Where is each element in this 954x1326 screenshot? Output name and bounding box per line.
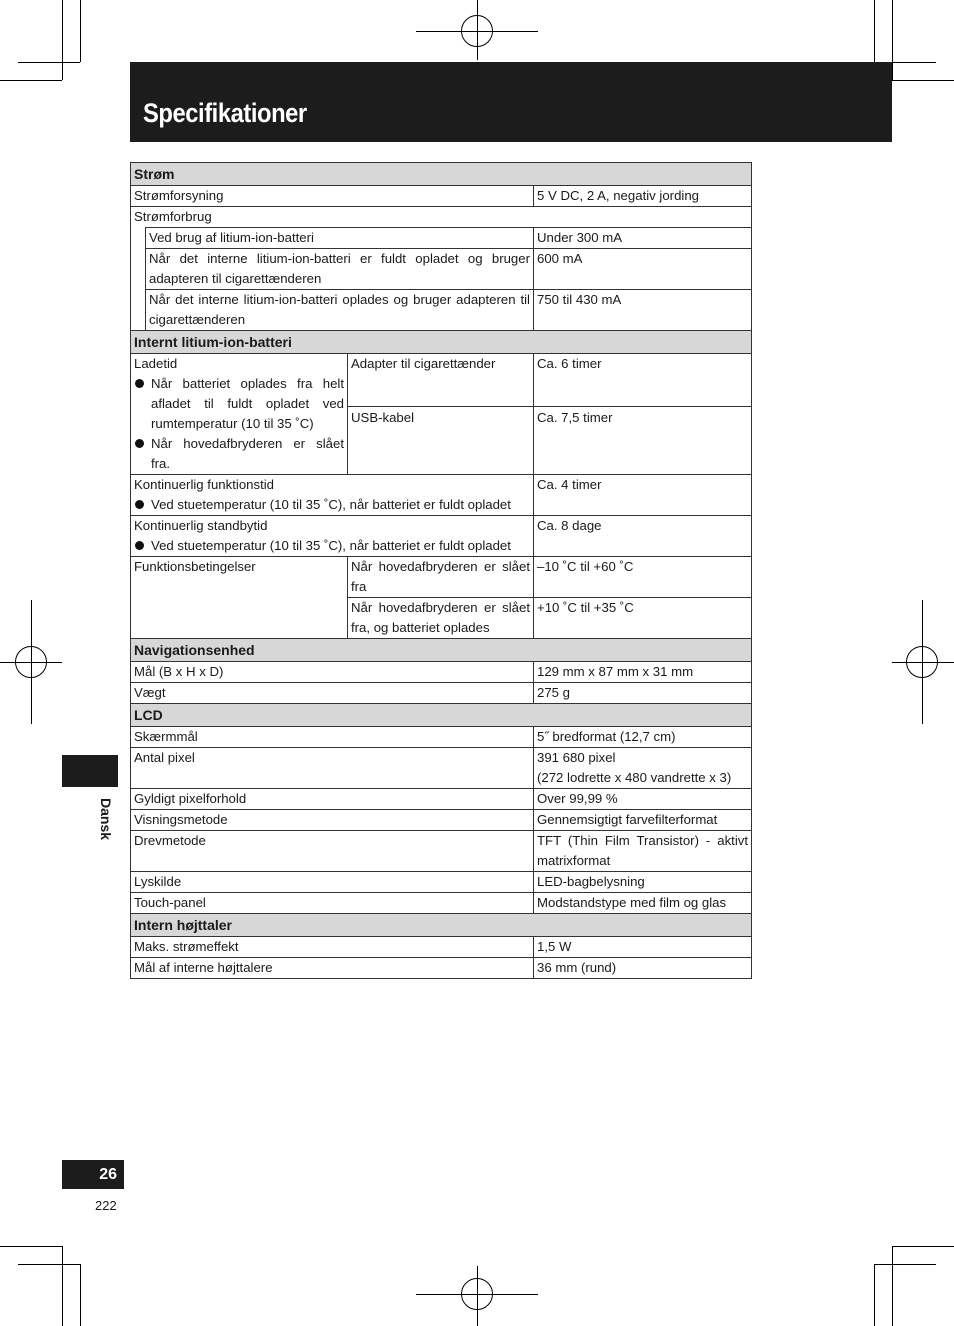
spec-label: Lyskilde: [131, 872, 534, 893]
language-tab: [62, 755, 118, 787]
table-row: [131, 186, 752, 207]
language-label: Dansk: [98, 798, 114, 841]
spec-value: 391 680 pixel: [537, 750, 616, 765]
bullet-text: Ved stuetemperatur (10 til 35 ˚C), når batteriet er fuldt opladet: [151, 538, 511, 553]
spec-value: 1,5 W: [534, 937, 752, 958]
spec-label: Mål af interne højttalere: [131, 958, 534, 979]
table-row: [131, 354, 752, 407]
crop-mark: [892, 1246, 954, 1247]
section-title: Navigationsenhed: [131, 639, 752, 662]
bullet-item: [134, 434, 344, 474]
registration-circle: [461, 1278, 493, 1310]
page-title: Specifikationer: [143, 98, 307, 128]
section-title: Strøm: [131, 163, 752, 186]
indent-cell: [131, 290, 146, 331]
table-row: [131, 557, 752, 598]
section-title: Intern højttaler: [131, 914, 752, 937]
spec-value: (272 lodrette x 480 vandrette x 3): [537, 770, 732, 785]
crop-mark: [18, 1264, 80, 1265]
bullet-icon: [135, 439, 144, 448]
spec-label: Når hovedafbryderen er slået fra, og batteriet oplades: [348, 598, 534, 639]
table-row: [131, 748, 752, 789]
spec-value: Over 99,99 %: [534, 789, 752, 810]
spec-label: Når hovedafbryderen er slået fra: [348, 557, 534, 598]
spec-value: Ca. 6 timer: [534, 354, 752, 407]
table-row: [131, 789, 752, 810]
table-row: [131, 937, 752, 958]
table-row: [131, 516, 752, 557]
specifications-table: [130, 162, 752, 979]
table-row: [131, 662, 752, 683]
spec-value: 275 g: [534, 683, 752, 704]
spec-label: Kontinuerlig standbytid: [134, 518, 268, 533]
crop-mark: [0, 80, 62, 81]
registration-circle: [15, 646, 47, 678]
bullet-icon: [135, 500, 144, 509]
crop-mark: [874, 0, 875, 62]
spec-value: +10 ˚C til +35 ˚C: [534, 598, 752, 639]
spec-value: TFT (Thin Film Transistor) - aktivt matrixformat: [534, 831, 752, 872]
spec-label: Touch-panel: [131, 893, 534, 914]
spec-label: Vægt: [131, 683, 534, 704]
crop-mark: [892, 1246, 893, 1326]
spec-value-cell: [534, 748, 752, 789]
bullet-item: [134, 495, 530, 515]
spec-value: 5˝ bredformat (12,7 cm): [534, 727, 752, 748]
indent-cell: [131, 249, 146, 290]
spec-value: 36 mm (rund): [534, 958, 752, 979]
table-row: [131, 872, 752, 893]
bullet-item: [134, 536, 530, 556]
table-row: [131, 475, 752, 516]
spec-value: 5 V DC, 2 A, negativ jording: [534, 186, 752, 207]
sheet-number: 222: [95, 1198, 117, 1213]
spec-label: Ved brug af litium-ion-batteri: [146, 228, 534, 249]
spec-label: Funktionsbetingelser: [131, 557, 348, 639]
spec-label: Maks. strømeffekt: [131, 937, 534, 958]
table-row: [131, 683, 752, 704]
standby-cell: [131, 516, 534, 557]
bullet-icon: [135, 379, 144, 388]
spec-value: 129 mm x 87 mm x 31 mm: [534, 662, 752, 683]
bullet-item: [134, 374, 344, 434]
spec-value: 600 mA: [534, 249, 752, 290]
crop-mark: [892, 0, 893, 80]
registration-circle: [906, 646, 938, 678]
table-row: [131, 228, 752, 249]
crop-mark: [0, 1246, 62, 1247]
page-number: 26: [62, 1160, 124, 1189]
spec-label: Visningsmetode: [131, 810, 534, 831]
table-row: [131, 290, 752, 331]
table-row: [131, 958, 752, 979]
bullet-text: Når batteriet oplades fra helt afladet til fuldt opladet ved rumtemperatur (10 til 35 ˚C): [151, 376, 344, 431]
table-row: [131, 831, 752, 872]
bullet-text: Når hovedafbryderen er slået fra.: [151, 436, 344, 471]
section-header-speaker: [131, 914, 752, 937]
section-header-battery: [131, 331, 752, 354]
spec-label: Adapter til cigarettænder: [348, 354, 534, 407]
spec-label: Mål (B x H x D): [131, 662, 534, 683]
spec-value: –10 ˚C til +60 ˚C: [534, 557, 752, 598]
table-row: [131, 249, 752, 290]
spec-value: Gennemsigtigt farvefilterformat: [534, 810, 752, 831]
spec-value: Ca. 4 timer: [534, 475, 752, 516]
spec-label: USB-kabel: [348, 406, 534, 474]
section-header-navigation: [131, 639, 752, 662]
spec-label: Når det interne litium-ion-batteri oplades og bruger adapteren til cigarettænderen: [146, 290, 534, 331]
table-row: [131, 727, 752, 748]
table-row: [131, 893, 752, 914]
spec-label: Drevmetode: [131, 831, 534, 872]
section-title: Internt litium-ion-batteri: [131, 331, 752, 354]
spec-label: Antal pixel: [131, 748, 534, 789]
spec-label: Strømforsyning: [131, 186, 534, 207]
table-row: [131, 207, 752, 228]
crop-mark: [62, 1246, 63, 1326]
spec-value: Modstandstype med film og glas: [534, 893, 752, 914]
crop-mark: [80, 1264, 81, 1326]
spec-label: Strømforbrug: [131, 207, 752, 228]
spec-label: Kontinuerlig funktionstid: [134, 477, 275, 492]
crop-mark: [874, 1264, 936, 1265]
continuous-operation-cell: [131, 475, 534, 516]
section-header-lcd: [131, 704, 752, 727]
spec-label: Når det interne litium-ion-batteri er fuldt opladet og bruger adapteren til cigarettænderen: [146, 249, 534, 290]
bullet-text: Ved stuetemperatur (10 til 35 ˚C), når batteriet er fuldt opladet: [151, 497, 511, 512]
charge-time-cell: [131, 354, 348, 475]
section-header-power: [131, 163, 752, 186]
table-row: [131, 810, 752, 831]
crop-mark: [874, 1264, 875, 1326]
spec-value: 750 til 430 mA: [534, 290, 752, 331]
spec-label: Ladetid: [134, 356, 178, 371]
crop-mark: [80, 0, 81, 62]
spec-value: Ca. 8 dage: [534, 516, 752, 557]
registration-circle: [461, 15, 493, 47]
spec-label: Skærmmål: [131, 727, 534, 748]
section-title: LCD: [131, 704, 752, 727]
spec-value: LED-bagbelysning: [534, 872, 752, 893]
crop-mark: [18, 62, 80, 63]
crop-mark: [62, 0, 63, 80]
spec-label: Gyldigt pixelforhold: [131, 789, 534, 810]
spec-value: Under 300 mA: [534, 228, 752, 249]
bullet-icon: [135, 541, 144, 550]
spec-value: Ca. 7,5 timer: [534, 406, 752, 474]
crop-mark: [892, 80, 954, 81]
indent-cell: [131, 228, 146, 249]
